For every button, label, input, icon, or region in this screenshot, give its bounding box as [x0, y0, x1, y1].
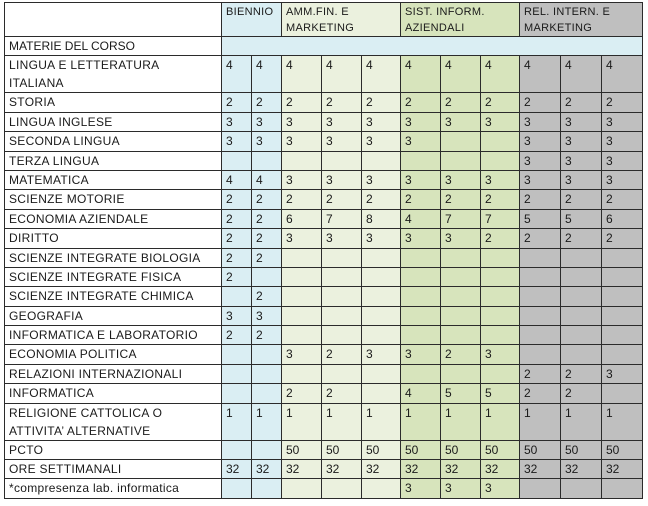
hours-cell [602, 479, 643, 498]
hours-cell [520, 267, 561, 286]
hours-cell [222, 440, 252, 459]
hours-cell [362, 151, 401, 170]
hours-cell [252, 364, 282, 383]
hours-cell: 3 [282, 345, 322, 364]
hours-cell [561, 306, 602, 325]
hours-cell: 50 [602, 440, 643, 459]
hours-cell: 4 [222, 56, 252, 93]
hours-cell [282, 287, 322, 306]
hours-cell: 32 [222, 460, 252, 479]
hours-cell: 2 [222, 209, 252, 228]
hours-cell: 1 [520, 403, 561, 440]
hours-cell [362, 248, 401, 267]
hours-cell [401, 151, 441, 170]
hours-cell [441, 306, 481, 325]
hours-cell: 2 [282, 190, 322, 209]
hours-cell [401, 267, 441, 286]
header-biennio: BIENNIO [222, 3, 282, 37]
hours-cell: 2 [222, 229, 252, 248]
hours-cell: 5 [520, 209, 561, 228]
hours-cell [520, 287, 561, 306]
subject-row [5, 326, 643, 345]
hours-cell [401, 287, 441, 306]
hours-cell [561, 326, 602, 345]
hours-cell: 3 [222, 306, 252, 325]
hours-cell [561, 345, 602, 364]
hours-cell [362, 384, 401, 403]
hours-cell: 50 [282, 440, 322, 459]
hours-cell: 3 [561, 170, 602, 189]
hours-cell [441, 287, 481, 306]
subject-row [5, 460, 643, 479]
hours-cell [481, 287, 520, 306]
hours-cell: 3 [602, 364, 643, 383]
hours-cell [222, 345, 252, 364]
hours-cell: 2 [252, 229, 282, 248]
hours-cell: 1 [561, 403, 602, 440]
hours-cell: 3 [282, 112, 322, 131]
subject-row [5, 364, 643, 383]
subject-name: LINGUA INGLESE [5, 112, 222, 131]
hours-cell [481, 151, 520, 170]
header-blank-cell [5, 3, 222, 37]
hours-cell: 3 [362, 170, 401, 189]
subject-row [5, 93, 643, 112]
hours-cell: 2 [401, 93, 441, 112]
hours-cell: 3 [401, 479, 441, 498]
hours-cell: 3 [252, 112, 282, 131]
hours-cell: 1 [282, 403, 322, 440]
hours-cell: 32 [602, 460, 643, 479]
hours-cell: 2 [520, 229, 561, 248]
hours-cell [252, 440, 282, 459]
hours-cell: 3 [441, 112, 481, 131]
hours-cell: 2 [520, 384, 561, 403]
hours-cell: 2 [520, 190, 561, 209]
hours-cell: 50 [401, 440, 441, 459]
hours-cell: 3 [602, 132, 643, 151]
hours-cell: 2 [401, 190, 441, 209]
hours-cell: 4 [602, 56, 643, 93]
hours-cell [481, 306, 520, 325]
hours-cell [222, 151, 252, 170]
hours-cell: 3 [401, 170, 441, 189]
hours-cell [602, 384, 643, 403]
hours-cell [322, 248, 362, 267]
hours-cell: 4 [282, 56, 322, 93]
hours-cell: 5 [481, 384, 520, 403]
subject-row [5, 267, 643, 286]
hours-cell: 3 [282, 132, 322, 151]
hours-cell: 1 [481, 403, 520, 440]
hours-cell: 32 [561, 460, 602, 479]
hours-cell: 4 [222, 170, 252, 189]
subject-row [5, 190, 643, 209]
hours-cell: 2 [222, 190, 252, 209]
hours-cell [252, 151, 282, 170]
hours-cell [222, 287, 252, 306]
hours-cell: 1 [252, 403, 282, 440]
subject-row [5, 151, 643, 170]
hours-cell: 3 [222, 112, 252, 131]
hours-cell: 2 [362, 190, 401, 209]
hours-cell: 2 [561, 364, 602, 383]
hours-cell: 2 [481, 190, 520, 209]
hours-cell [322, 364, 362, 383]
subject-row [5, 56, 643, 93]
hours-cell: 1 [602, 403, 643, 440]
hours-cell [252, 267, 282, 286]
hours-cell: 3 [401, 132, 441, 151]
hours-cell: 7 [481, 209, 520, 228]
hours-cell: 32 [282, 460, 322, 479]
hours-cell [322, 151, 362, 170]
hours-cell: 2 [481, 229, 520, 248]
hours-cell [520, 248, 561, 267]
hours-cell: 1 [401, 403, 441, 440]
hours-cell: 5 [561, 209, 602, 228]
hours-cell: 3 [322, 229, 362, 248]
hours-cell: 2 [520, 93, 561, 112]
hours-cell: 50 [520, 440, 561, 459]
hours-cell: 3 [561, 112, 602, 131]
hours-cell [322, 287, 362, 306]
hours-cell: 3 [520, 112, 561, 131]
subject-name: SCIENZE INTEGRATE CHIMICA [5, 287, 222, 306]
hours-cell: 4 [481, 56, 520, 93]
hours-cell: 4 [441, 56, 481, 93]
header-amm-fin-marketing: AMM.FIN. E MARKETING [282, 3, 401, 37]
hours-cell [481, 326, 520, 345]
hours-cell [282, 479, 322, 498]
hours-cell [252, 479, 282, 498]
subject-row [5, 132, 643, 151]
hours-cell: 32 [520, 460, 561, 479]
hours-cell: 2 [561, 93, 602, 112]
hours-cell: 3 [322, 132, 362, 151]
hours-cell: 2 [441, 190, 481, 209]
hours-cell: 4 [401, 384, 441, 403]
hours-cell: 3 [252, 132, 282, 151]
subject-name: ECONOMIA AZIENDALE [5, 209, 222, 228]
hours-cell: 8 [362, 209, 401, 228]
hours-cell [602, 326, 643, 345]
hours-cell: 2 [252, 326, 282, 345]
hours-cell: 2 [561, 190, 602, 209]
hours-cell [520, 345, 561, 364]
hours-cell [481, 267, 520, 286]
hours-cell: 3 [481, 112, 520, 131]
hours-cell: 4 [561, 56, 602, 93]
hours-cell [401, 364, 441, 383]
hours-cell: 3 [401, 229, 441, 248]
hours-cell [441, 326, 481, 345]
subject-name: SCIENZE INTEGRATE BIOLOGIA [5, 248, 222, 267]
hours-cell: 3 [282, 170, 322, 189]
hours-cell: 4 [322, 56, 362, 93]
subject-name: MATEMATICA [5, 170, 222, 189]
subject-row [5, 306, 643, 325]
hours-cell: 7 [441, 209, 481, 228]
hours-cell [602, 267, 643, 286]
hours-cell [401, 306, 441, 325]
hours-cell: 2 [322, 384, 362, 403]
hours-cell: 2 [222, 248, 252, 267]
subject-row [5, 170, 643, 189]
hours-cell: 50 [441, 440, 481, 459]
hours-cell: 3 [362, 112, 401, 131]
subject-name: PCTO [5, 440, 222, 459]
subject-name: ECONOMIA POLITICA [5, 345, 222, 364]
curriculum-table [4, 2, 643, 499]
hours-cell [362, 287, 401, 306]
subject-row [5, 209, 643, 228]
hours-cell: 32 [252, 460, 282, 479]
hours-cell: 2 [252, 287, 282, 306]
hours-cell [441, 248, 481, 267]
hours-cell: 50 [561, 440, 602, 459]
hours-cell [282, 326, 322, 345]
hours-cell [561, 267, 602, 286]
subject-name: TERZA LINGUA [5, 151, 222, 170]
hours-cell: 3 [282, 229, 322, 248]
hours-cell [441, 267, 481, 286]
subject-row [5, 403, 643, 440]
hours-cell: 2 [322, 93, 362, 112]
hours-cell: 2 [441, 93, 481, 112]
materie-fill [222, 37, 643, 56]
hours-cell: 3 [322, 170, 362, 189]
hours-cell: 3 [481, 479, 520, 498]
hours-cell: 1 [441, 403, 481, 440]
hours-cell: 4 [401, 209, 441, 228]
hours-cell: 4 [520, 56, 561, 93]
hours-cell: 3 [520, 151, 561, 170]
hours-cell [252, 345, 282, 364]
hours-cell [561, 287, 602, 306]
hours-cell: 32 [441, 460, 481, 479]
hours-cell [602, 306, 643, 325]
hours-cell: 50 [481, 440, 520, 459]
hours-cell: 2 [222, 93, 252, 112]
hours-cell [362, 364, 401, 383]
subject-row [5, 440, 643, 459]
subject-row [5, 384, 643, 403]
hours-cell [282, 267, 322, 286]
hours-cell: 1 [322, 403, 362, 440]
hours-cell: 2 [322, 190, 362, 209]
hours-cell [602, 287, 643, 306]
hours-cell [561, 248, 602, 267]
subject-name: STORIA [5, 93, 222, 112]
subject-name: DIRITTO [5, 229, 222, 248]
hours-cell: 7 [322, 209, 362, 228]
hours-cell: 2 [561, 384, 602, 403]
hours-cell: 32 [481, 460, 520, 479]
hours-cell: 2 [282, 93, 322, 112]
hours-cell: 2 [441, 345, 481, 364]
hours-cell [362, 267, 401, 286]
hours-cell: 3 [441, 170, 481, 189]
hours-cell: 2 [322, 345, 362, 364]
hours-cell: 1 [362, 403, 401, 440]
hours-cell: 3 [401, 345, 441, 364]
hours-cell [222, 364, 252, 383]
hours-cell: 32 [362, 460, 401, 479]
footnote-row [5, 479, 643, 498]
hours-cell: 3 [362, 229, 401, 248]
hours-cell [322, 267, 362, 286]
hours-cell: 3 [362, 132, 401, 151]
hours-cell: 2 [222, 267, 252, 286]
hours-cell: 3 [441, 479, 481, 498]
hours-cell: 2 [252, 93, 282, 112]
hours-cell [282, 248, 322, 267]
hours-cell: 2 [252, 209, 282, 228]
hours-cell: 50 [322, 440, 362, 459]
subject-name: RELAZIONI INTERNAZIONALI [5, 364, 222, 383]
hours-cell: 3 [362, 345, 401, 364]
subject-row [5, 345, 643, 364]
subject-name: LINGUA E LETTERATURA ITALIANA [5, 56, 222, 93]
hours-cell [481, 248, 520, 267]
hours-cell: 3 [561, 151, 602, 170]
footnote-text: *compresenza lab. informatica [5, 479, 222, 498]
hours-cell: 4 [252, 56, 282, 93]
hours-cell [441, 364, 481, 383]
hours-cell: 2 [222, 326, 252, 345]
hours-cell [222, 479, 252, 498]
subject-row [5, 248, 643, 267]
hours-cell [520, 306, 561, 325]
subject-name: ORE SETTIMANALI [5, 460, 222, 479]
hours-cell: 3 [441, 229, 481, 248]
hours-cell: 4 [362, 56, 401, 93]
hours-cell: 3 [401, 112, 441, 131]
hours-cell: 2 [282, 384, 322, 403]
hours-cell [481, 132, 520, 151]
hours-cell: 3 [561, 132, 602, 151]
hours-cell: 2 [602, 93, 643, 112]
hours-cell: 50 [362, 440, 401, 459]
subject-name: SCIENZE MOTORIE [5, 190, 222, 209]
hours-cell [481, 364, 520, 383]
hours-cell [252, 384, 282, 403]
hours-cell: 2 [602, 190, 643, 209]
hours-cell [441, 151, 481, 170]
hours-cell: 3 [602, 112, 643, 131]
hours-cell: 2 [520, 364, 561, 383]
hours-cell [362, 479, 401, 498]
hours-cell [322, 479, 362, 498]
hours-cell: 2 [252, 248, 282, 267]
hours-cell: 2 [481, 93, 520, 112]
hours-cell: 1 [222, 403, 252, 440]
hours-cell: 2 [561, 229, 602, 248]
hours-cell [602, 345, 643, 364]
hours-cell: 3 [520, 132, 561, 151]
hours-cell [282, 151, 322, 170]
subject-name: INFORMATICA E LABORATORIO [5, 326, 222, 345]
hours-cell: 6 [282, 209, 322, 228]
hours-cell [282, 306, 322, 325]
hours-cell: 2 [362, 93, 401, 112]
header-rel-intern-marketing: REL. INTERN. E MARKETING [520, 3, 643, 37]
hours-cell [561, 479, 602, 498]
hours-cell: 6 [602, 209, 643, 228]
hours-cell [520, 326, 561, 345]
hours-cell: 3 [481, 345, 520, 364]
hours-cell [520, 479, 561, 498]
hours-cell [222, 384, 252, 403]
hours-cell [322, 306, 362, 325]
hours-cell [441, 132, 481, 151]
hours-cell [602, 248, 643, 267]
hours-cell: 3 [222, 132, 252, 151]
subject-name: RELIGIONE CATTOLICA O ATTIVITA’ ALTERNATIVE [5, 403, 222, 440]
hours-cell: 2 [252, 190, 282, 209]
subject-name: SCIENZE INTEGRATE FISICA [5, 267, 222, 286]
hours-cell: 2 [602, 229, 643, 248]
hours-cell [362, 306, 401, 325]
subject-name: GEOGRAFIA [5, 306, 222, 325]
subject-row [5, 229, 643, 248]
subject-name: SECONDA LINGUA [5, 132, 222, 151]
hours-cell: 32 [322, 460, 362, 479]
hours-cell: 3 [602, 170, 643, 189]
hours-cell [362, 326, 401, 345]
hours-cell: 3 [322, 112, 362, 131]
subject-name: INFORMATICA [5, 384, 222, 403]
subject-row [5, 112, 643, 131]
hours-cell: 4 [252, 170, 282, 189]
hours-cell [401, 326, 441, 345]
hours-cell: 4 [401, 56, 441, 93]
hours-cell: 3 [520, 170, 561, 189]
materie-label: MATERIE DEL CORSO [5, 37, 222, 56]
materie-row [5, 37, 643, 56]
hours-cell [282, 364, 322, 383]
hours-cell: 32 [401, 460, 441, 479]
header-row [5, 3, 643, 37]
hours-cell: 3 [481, 170, 520, 189]
hours-cell [322, 326, 362, 345]
hours-cell: 5 [441, 384, 481, 403]
subject-row [5, 287, 643, 306]
hours-cell: 3 [252, 306, 282, 325]
hours-cell [401, 248, 441, 267]
header-sist-inform-aziendali: SIST. INFORM. AZIENDALI [401, 3, 520, 37]
hours-cell: 3 [602, 151, 643, 170]
